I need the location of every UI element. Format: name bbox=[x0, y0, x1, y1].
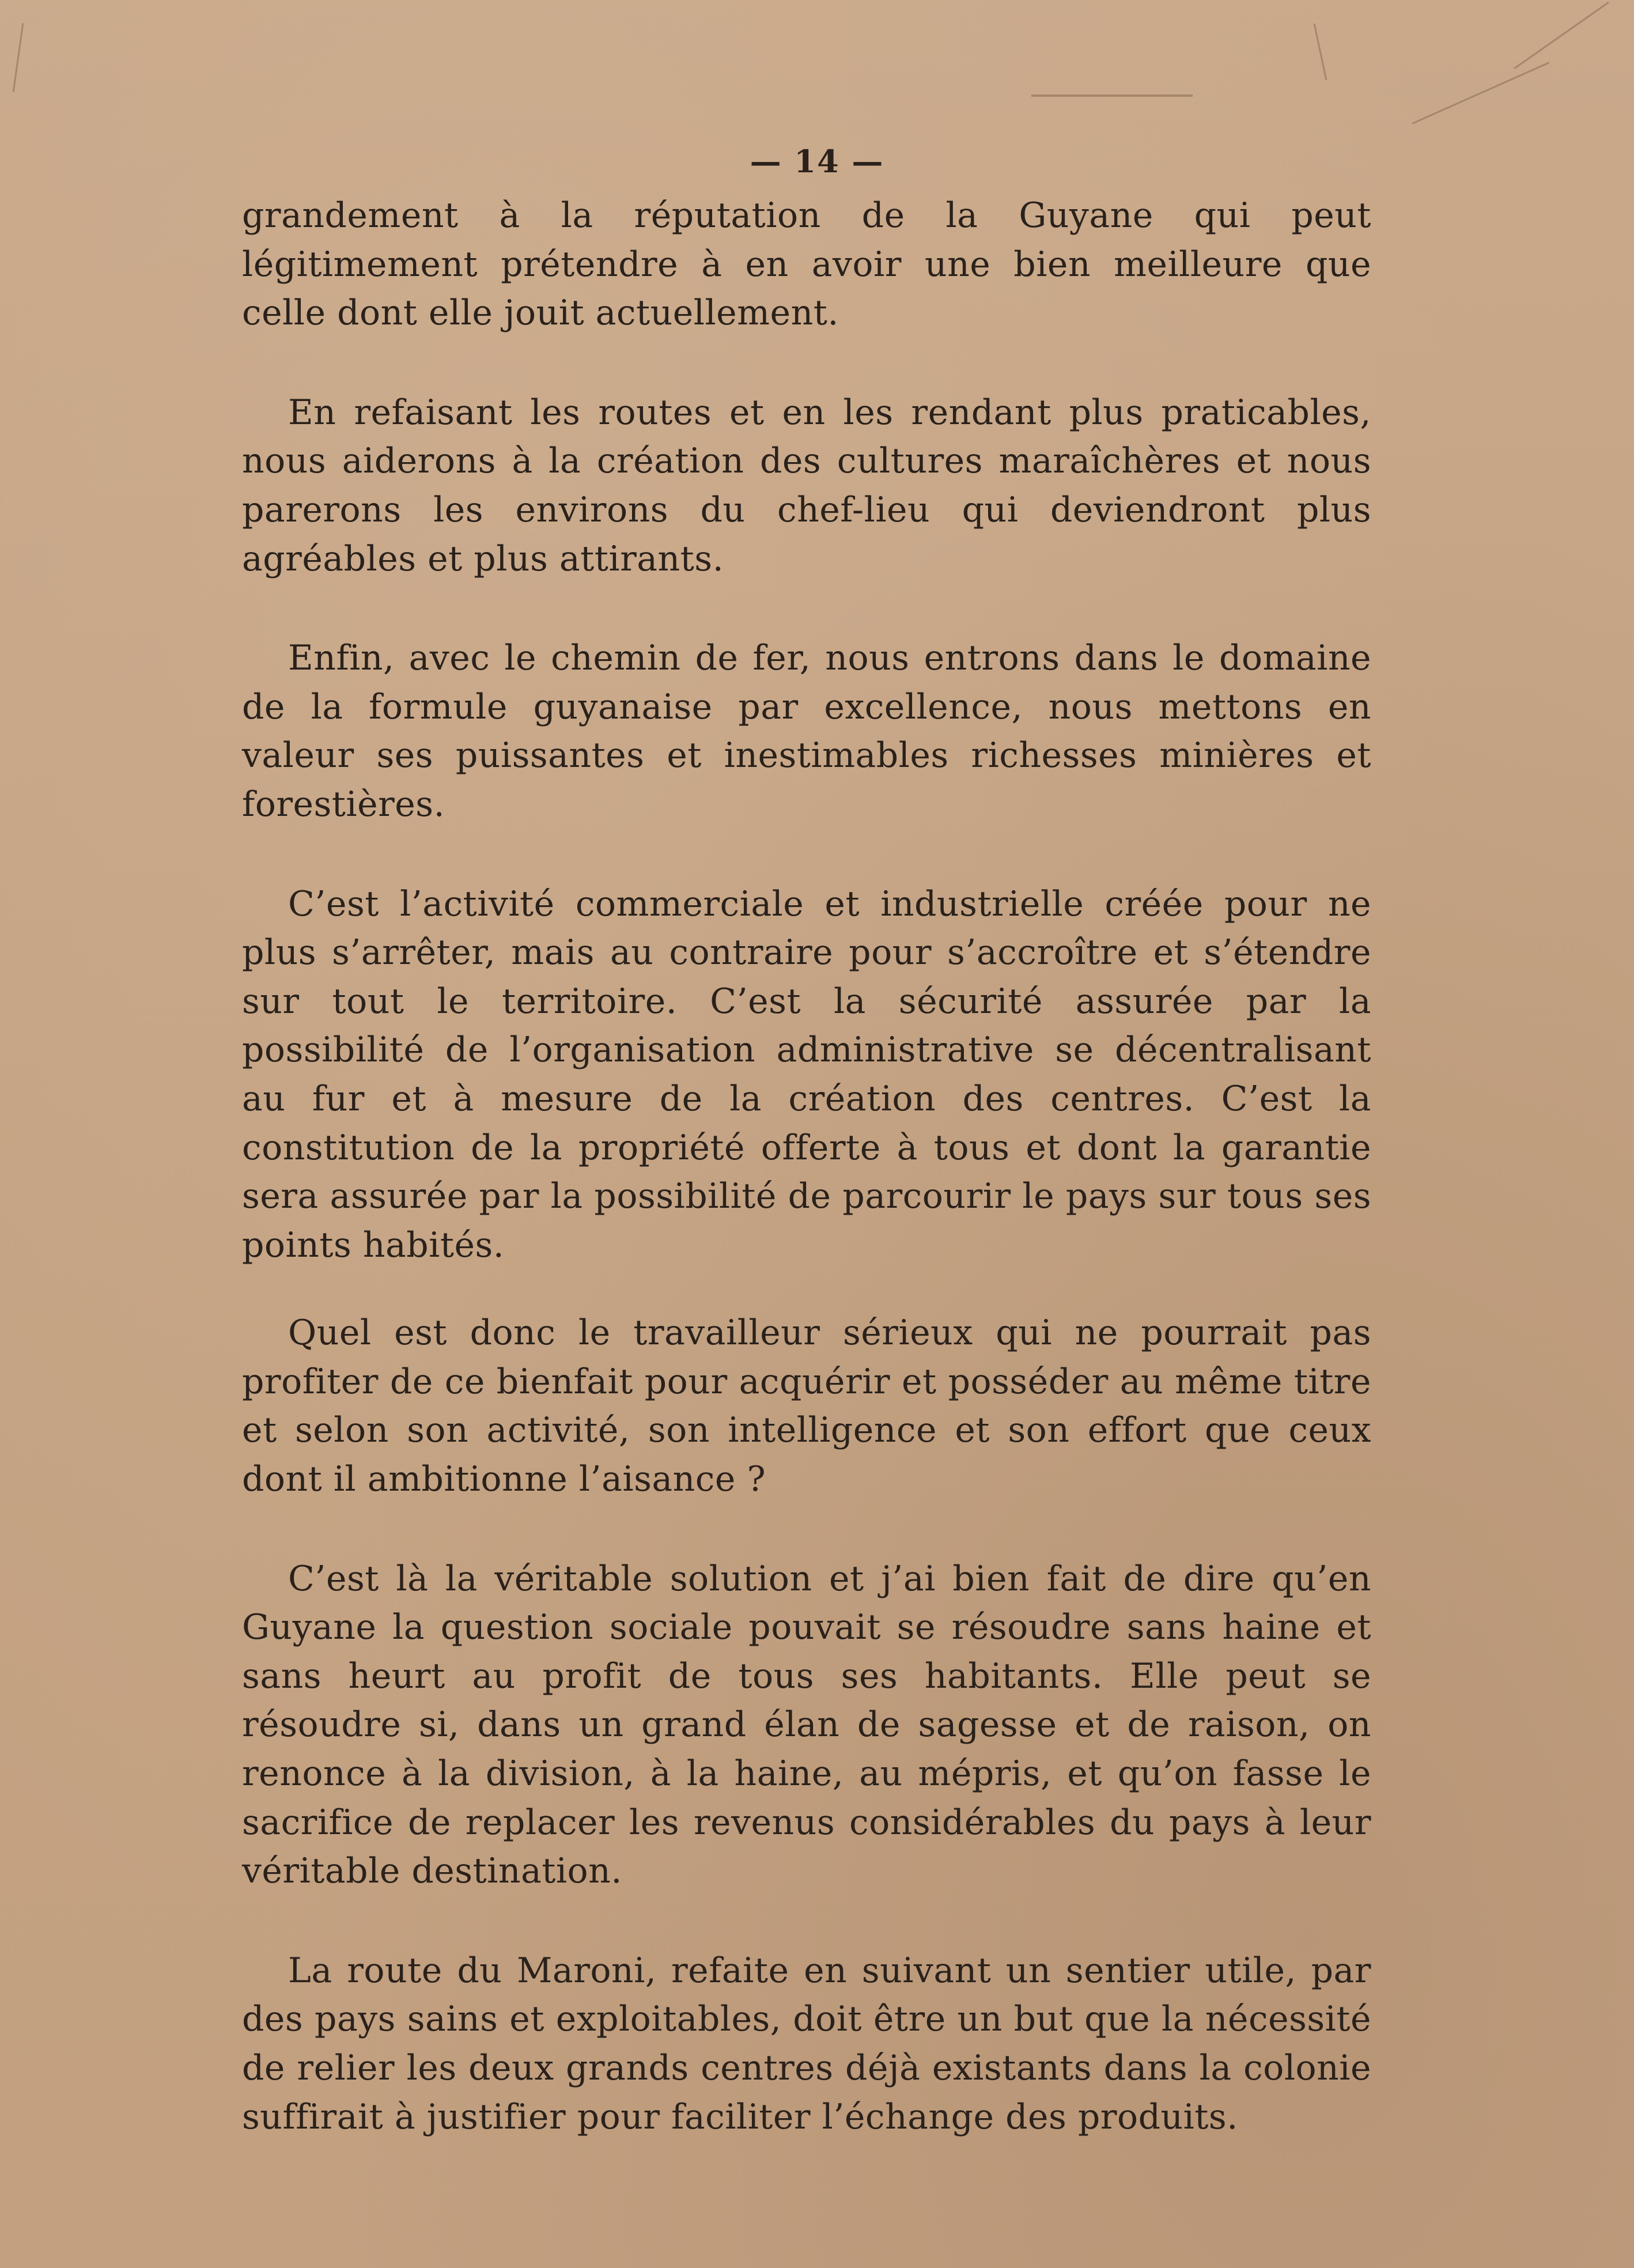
paper-crease bbox=[1514, 2, 1609, 69]
paper-crease bbox=[1031, 94, 1193, 97]
paragraph: C’est là la véritable solution et j’ai bien fait de dire qu’en Guyane la question sociale pouvait se résoudre sans haine et sans heurt au profit de tous ses habitants. Elle peut se résoudre si, dans un grand élan de sagesse et de raison, on renonce à la division, à la haine, au mépris, et qu’on fasse le sacrifice de replacer les revenus considérables du pays à leur véritable destination. bbox=[242, 1558, 1371, 1892]
paper-crease bbox=[13, 23, 24, 92]
paper-crease bbox=[1412, 62, 1550, 124]
paragraph: Quel est donc le travailleur sérieux qui ne pourrait pas profiter de ce bienfait pour acquérir et posséder au même titre et selon son activité, son intelligence et son effort que ceux dont il ambitionne l’aisance ? bbox=[242, 1313, 1371, 1500]
paragraph: Enfin, avec le chemin de fer, nous entrons dans le domaine de la formule guyanaise par excellence, nous mettons en valeur ses puissantes et inestimables richesses minières et forestières. bbox=[242, 638, 1371, 825]
paragraph: grandement à la réputation de la Guyane qui peut légitimement prétendre à en avoir une bien meilleure que celle dont elle jouit actuellement. bbox=[242, 195, 1371, 334]
body-text bbox=[242, 191, 1371, 2192]
paragraph: C’est l’activité commerciale et industrielle créée pour ne plus s’arrêter, mais au contraire pour s’accroître et s’étendre sur tout le territoire. C’est la sécurité assurée par la possibilité de l’organisation administrative se décentralisant au fur et à mesure de la création des centres. C’est la constitution de la propriété offerte à tous et dont la garantie sera assurée par la possibilité de parcourir le pays sur tous ses points habités. bbox=[242, 883, 1371, 1265]
paragraph: La route du Maroni, refaite en suivant un sentier utile, par des pays sains et exploitables, doit être un but que la nécessité de relier les deux grands centres déjà existants dans la colonie suffirait à justifier pour faciliter l’échange des produits. bbox=[242, 1950, 1371, 2137]
paragraph: En refaisant les routes et en les rendant plus praticables, nous aiderons à la création des cultures maraîchères et nous parerons les environs du chef-lieu qui deviendront plus agréables et plus attirants. bbox=[242, 392, 1371, 579]
page-number: — 14 — bbox=[750, 143, 884, 180]
paper-crease bbox=[1314, 24, 1327, 80]
